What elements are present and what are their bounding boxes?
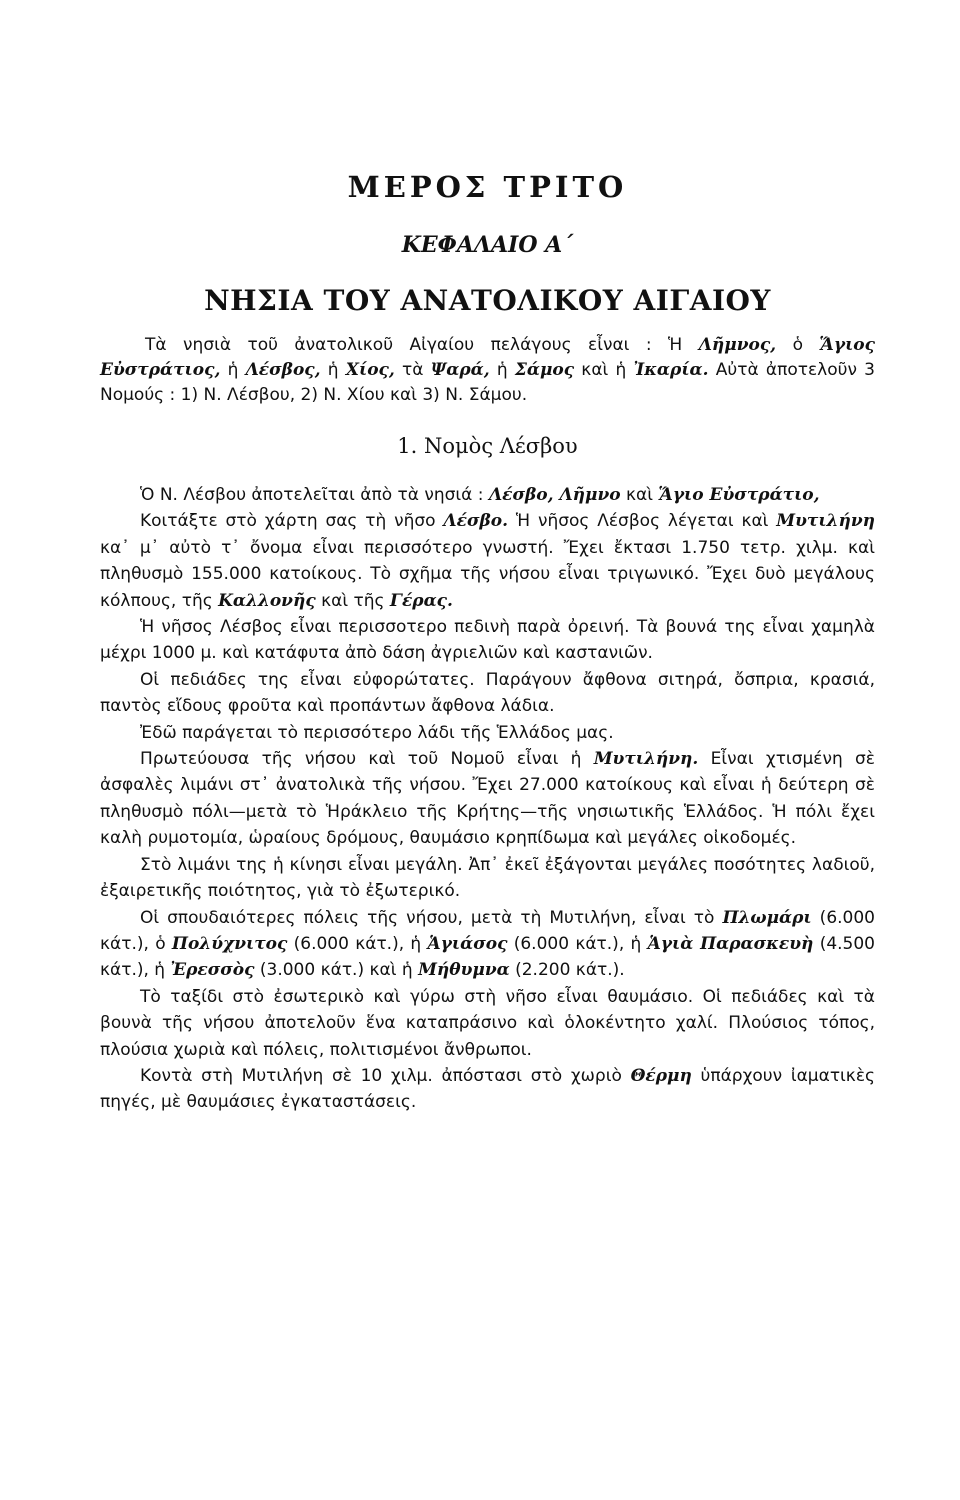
body-text bbox=[100, 482, 875, 1116]
intro-text: τὰ bbox=[394, 360, 431, 380]
bold-run: Λέσβο. bbox=[443, 511, 509, 532]
bold-run: Ἁγιὰ Παρασκευὴ bbox=[647, 933, 814, 954]
text-run: ὑπάρχουν ἰαματικὲς πηγές, μὲ θαυμάσιες ἐγκαταστάσεις. bbox=[100, 1065, 875, 1113]
text-run: Οἱ σπουδαιότερες πόλεις τῆς νήσου, μετὰ τὴ Μυτιλήνη, εἶναι τὸ bbox=[140, 907, 723, 928]
paragraph-9: Τὸ ταξίδι στὸ ἐσωτερικὸ καὶ γύρω στὴ νῆσο εἶναι θαυμάσιο. Οἱ πεδιάδες καὶ τὰ βουνὰ τῆς νήσου ἀποτελοῦν ἕνα καταπράσινο καὶ ὁλοκέντητο χαλί. Πλούσιος τόπος, πλούσια χωριὰ καὶ πόλεις, πολιτισμένοι ἄνθρωποι. bbox=[100, 986, 875, 1060]
paragraph-10 bbox=[100, 1063, 875, 1116]
bold-run: Πολύχνιτος bbox=[171, 933, 288, 954]
text-run: Εἶναι χτισμένη σὲ ἀσφαλὲς λιμάνι στ᾿ ἀνατολικὰ τῆς νήσου. Ἔχει 27.000 κατοίκους καὶ εἶναι ἡ δεύτερη σὲ πληθυσμὸ πόλι—μετὰ τὸ Ἡράκλειο τῆς Κρήτης—τῆς νησιωτικῆς Ἑλλάδος. Ἡ πόλι ἔχει καλὴ ρυμοτομία, ὡραίους δρόμους, θαυμάσιο κρηπίδωμα καὶ μεγάλες οἰκοδομές. bbox=[100, 749, 875, 849]
intro-text: ἡ bbox=[220, 360, 246, 380]
bold-run: Μυτιλήνη. bbox=[593, 749, 699, 770]
text-run: Πρωτεύουσα τῆς νήσου καὶ τοῦ Νομοῦ εἶναι ἡ bbox=[140, 749, 594, 770]
paragraph-1 bbox=[100, 482, 875, 508]
intro-text: ὁ bbox=[776, 335, 820, 355]
intro-bold: Ἰκαρία. bbox=[633, 360, 709, 380]
text-run: καὶ τῆς bbox=[315, 590, 390, 611]
bold-run: Ἁγιάσος bbox=[427, 933, 508, 954]
text-run: (6.000 κάτ.), ἡ bbox=[507, 933, 648, 954]
text-run: (6.000 κάτ.), ὁ bbox=[100, 907, 875, 954]
bold-run: Λέσβο, Λῆμνο bbox=[488, 485, 621, 505]
text-run: (4.500 κάτ.), ἡ bbox=[100, 933, 875, 981]
bold-run: Ἅγιο Εὐστράτιο, bbox=[658, 485, 820, 505]
bold-run: Πλωμάρι bbox=[722, 907, 812, 928]
section-title: ΝΗΣΙΑ ΤΟΥ ΑΝΑΤΟΛΙΚΟΥ ΑΙΓΑΙΟΥ bbox=[204, 284, 771, 317]
bold-run: Μυτιλήνη bbox=[776, 511, 875, 532]
paragraph-4: Οἱ πεδιάδες της εἶναι εὐφορώτατες. Παράγουν ἄφθονα σιτηρά, ὄσπρια, κρασιά, παντὸς εἴδους φροῦτα καὶ προπάντων ἄφθονα λάδια. bbox=[100, 669, 875, 717]
intro-text: Αὐτὰ ἀποτελοῦν 3 Νομούς : 1) Ν. Λέσβου, 2) Ν. Χίου καὶ 3) Ν. Σάμου. bbox=[100, 360, 875, 405]
paragraph-5: Ἐδῶ παράγεται τὸ περισσότερο λάδι τῆς Ἑλλάδος μας. bbox=[140, 722, 614, 743]
text-run: (2.200 κάτ.). bbox=[509, 960, 625, 981]
text-run: καὶ bbox=[620, 485, 659, 505]
paragraph-8 bbox=[100, 905, 875, 984]
text-run: Ἡ νῆσος Λέσβος λέγεται καὶ bbox=[508, 511, 777, 532]
intro-bold: Χίος, bbox=[345, 360, 395, 380]
intro-bold: Ἅγιος Εὐστράτιος, bbox=[100, 335, 875, 380]
paragraph-6 bbox=[100, 746, 875, 852]
nomos-heading: 1. Νομὸς Λέσβου bbox=[397, 434, 578, 458]
bold-run: Θέρμη bbox=[630, 1065, 692, 1086]
chapter-title: ΚΕΦΑΛΑΙΟ Α΄ bbox=[401, 232, 574, 258]
text-run: (6.000 κάτ.), ἡ bbox=[287, 933, 428, 954]
paragraph-2 bbox=[100, 508, 875, 614]
intro-bold: Σάμος bbox=[514, 360, 575, 380]
intro-text: καὶ ἡ bbox=[574, 360, 634, 380]
bold-run: Καλλονῆς bbox=[218, 590, 316, 611]
paragraph-7: Στὸ λιμάνι της ἡ κίνησι εἶναι μεγάλη. Ἀπ᾿ ἐκεῖ ἐξάγονται μεγάλες ποσότητες λαδιοῦ, ἐξαιρετικῆς ποιότητος, γιὰ τὸ ἐξωτερικό. bbox=[100, 854, 875, 902]
intro-bold: Λέσβος, bbox=[245, 360, 321, 380]
text-run: Ὁ Ν. Λέσβου ἀποτελεῖται ἀπὸ τὰ νησιά : bbox=[140, 485, 489, 505]
intro-paragraph bbox=[100, 333, 875, 408]
text-run: Κοντὰ στὴ Μυτιλήνη σὲ 10 χιλμ. ἀπόστασι στὸ χωριὸ bbox=[140, 1065, 631, 1086]
intro-text: ἡ bbox=[320, 360, 346, 380]
bold-run: Ἐρεσσὸς bbox=[170, 960, 255, 981]
intro-text: Τὰ νησιὰ τοῦ ἀνατολικοῦ Αἰγαίου πελάγους εἶναι : Ἡ bbox=[145, 335, 699, 355]
bold-run: Γέρας. bbox=[389, 590, 453, 611]
paragraph-3: Ἡ νῆσος Λέσβος εἶναι περισσοτερο πεδινὴ παρὰ ὀρεινή. Τὰ βουνά της εἶναι χαμηλὰ μέχρι 1000 μ. καὶ κατάφυτα ἀπὸ δάση ἀγριελιῶν καὶ καστανιῶν. bbox=[100, 617, 875, 664]
text-run: κα᾿ μ᾿ αὐτὸ τ᾿ ὄνομα εἶναι περισσότερο γνωστή. Ἔχει ἔκτασι 1.750 τετρ. χιλμ. καὶ πληθυσμὸ 155.000 κατοίκους. Τὸ σχῆμα τῆς νήσου εἶναι τριγωνικό. Ἔχει δυὸ μεγάλους κόλπους, τῆς bbox=[100, 537, 875, 611]
intro-bold: Λῆμνος, bbox=[698, 335, 777, 355]
intro-text: ἡ bbox=[489, 360, 515, 380]
text-run: (3.000 κάτ.) καὶ ἡ bbox=[254, 960, 419, 981]
text-run: Κοιτάξτε στὸ χάρτη σας τὴ νῆσο bbox=[140, 511, 444, 532]
bold-run: Μήθυμνα bbox=[418, 960, 510, 981]
intro-bold: Ψαρά, bbox=[430, 360, 490, 380]
part-title: ΜΕΡΟΣ ΤΡΙΤΟ bbox=[347, 170, 628, 204]
